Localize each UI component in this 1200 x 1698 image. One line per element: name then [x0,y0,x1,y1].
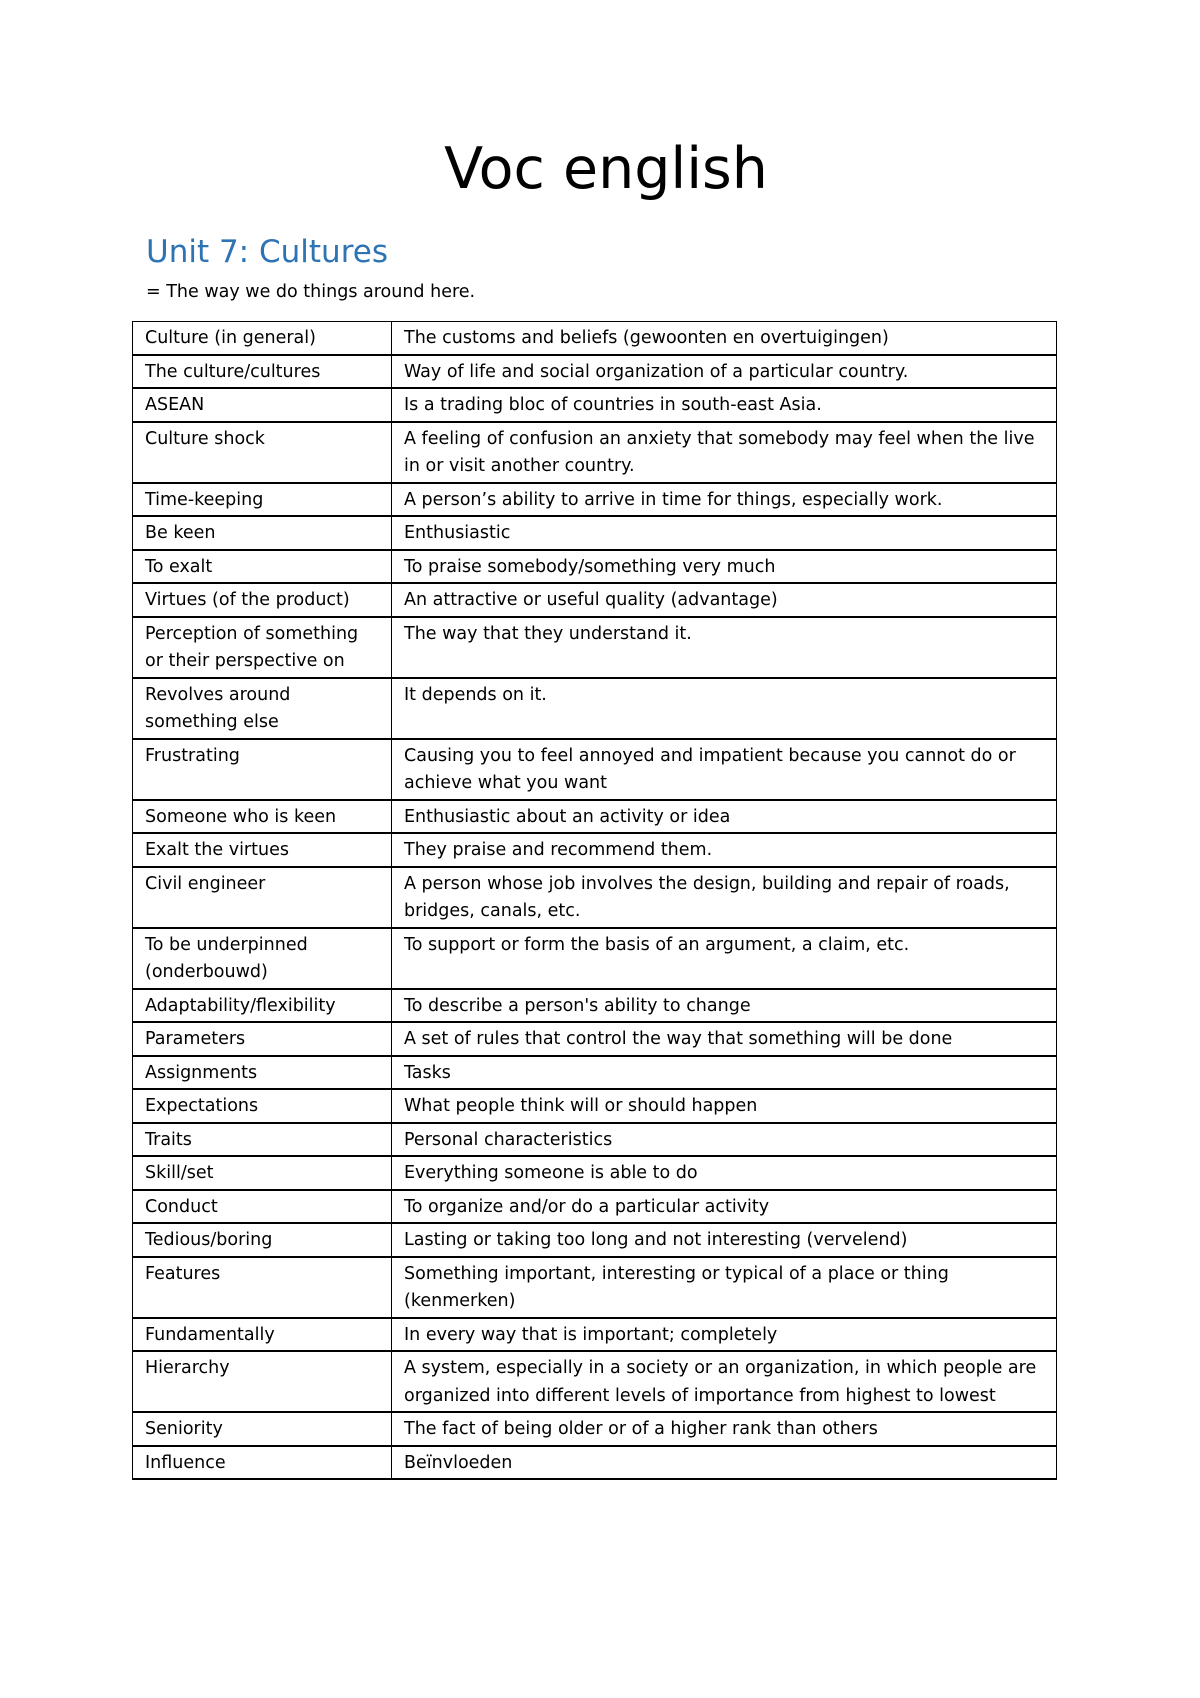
definition-cell: Everything someone is able to do [392,1156,1057,1190]
definition-cell: Lasting or taking too long and not interesting (vervelend) [392,1223,1057,1257]
table-row [133,833,1057,867]
term-cell: To exalt [133,550,392,584]
term-cell: Revolves around something else [133,678,392,739]
table-row [133,1318,1057,1352]
definition-cell: They praise and recommend them. [392,833,1057,867]
term-cell: Hierarchy [133,1351,392,1412]
term-cell: Exalt the virtues [133,833,392,867]
table-row [133,1089,1057,1123]
table-row [133,1351,1057,1412]
table-row [133,483,1057,517]
table-row [133,322,1057,355]
definition-cell: A set of rules that control the way that something will be done [392,1022,1057,1056]
definition-cell: A feeling of confusion an anxiety that somebody may feel when the live in or visit another country. [392,422,1057,483]
table-row [133,516,1057,550]
term-cell: Civil engineer [133,867,392,928]
definition-cell: To describe a person's ability to change [392,989,1057,1023]
definition-cell: It depends on it. [392,678,1057,739]
term-cell: Virtues (of the product) [133,583,392,617]
table-row [133,800,1057,834]
table-row [133,1123,1057,1157]
table-row [133,928,1057,989]
table-row [133,617,1057,678]
term-cell: Skill/set [133,1156,392,1190]
definition-cell: A system, especially in a society or an organization, in which people are organized into different levels of importance from highest to lowest [392,1351,1057,1412]
term-cell: Seniority [133,1412,392,1446]
term-cell: Conduct [133,1190,392,1224]
term-cell: Frustrating [133,739,392,800]
vocabulary-table-body [133,322,1057,1480]
term-cell: Fundamentally [133,1318,392,1352]
table-row [133,355,1057,389]
table-row [133,550,1057,584]
term-cell: To be underpinned (onderbouwd) [133,928,392,989]
vocabulary-table [132,321,1057,1480]
definition-cell: Is a trading bloc of countries in south-east Asia. [392,388,1057,422]
table-row [133,1257,1057,1318]
definition-cell: Enthusiastic about an activity or idea [392,800,1057,834]
term-cell: Time-keeping [133,483,392,517]
term-cell: Parameters [133,1022,392,1056]
unit-subtitle: = The way we do things around here. [146,282,476,302]
definition-cell: What people think will or should happen [392,1089,1057,1123]
table-row [133,1446,1057,1480]
term-cell: Be keen [133,516,392,550]
table-row [133,1223,1057,1257]
table-row [133,1156,1057,1190]
term-cell: Expectations [133,1089,392,1123]
term-cell: Culture shock [133,422,392,483]
definition-cell: Causing you to feel annoyed and impatient because you cannot do or achieve what you want [392,739,1057,800]
definition-cell: Way of life and social organization of a particular country. [392,355,1057,389]
term-cell: Perception of something or their perspective on [133,617,392,678]
term-cell: Adaptability/flexibility [133,989,392,1023]
definition-cell: In every way that is important; completely [392,1318,1057,1352]
table-row [133,678,1057,739]
term-cell: Influence [133,1446,392,1480]
table-row [133,1056,1057,1090]
definition-cell: To support or form the basis of an argument, a claim, etc. [392,928,1057,989]
term-cell: Features [133,1257,392,1318]
definition-cell: An attractive or useful quality (advantage) [392,583,1057,617]
unit-heading: Unit 7: Cultures [146,234,388,270]
definition-cell: To praise somebody/something very much [392,550,1057,584]
definition-cell: The fact of being older or of a higher rank than others [392,1412,1057,1446]
table-row [133,989,1057,1023]
term-cell: ASEAN [133,388,392,422]
term-cell: Someone who is keen [133,800,392,834]
definition-cell: The customs and beliefs (gewoonten en overtuigingen) [392,322,1057,355]
table-row [133,422,1057,483]
table-row [133,1412,1057,1446]
term-cell: Assignments [133,1056,392,1090]
definition-cell: Beïnvloeden [392,1446,1057,1480]
term-cell: Traits [133,1123,392,1157]
table-row [133,1022,1057,1056]
term-cell: Culture (in general) [133,322,392,355]
definition-cell: Something important, interesting or typical of a place or thing (kenmerken) [392,1257,1057,1318]
term-cell: The culture/cultures [133,355,392,389]
table-row [133,583,1057,617]
definition-cell: Tasks [392,1056,1057,1090]
definition-cell: Personal characteristics [392,1123,1057,1157]
definition-cell: A person whose job involves the design, building and repair of roads, bridges, canals, etc. [392,867,1057,928]
definition-cell: A person’s ability to arrive in time for things, especially work. [392,483,1057,517]
page-title: Voc english [444,136,768,202]
term-cell: Tedious/boring [133,1223,392,1257]
table-row [133,867,1057,928]
table-row [133,388,1057,422]
definition-cell: Enthusiastic [392,516,1057,550]
table-row [133,739,1057,800]
definition-cell: To organize and/or do a particular activity [392,1190,1057,1224]
table-row [133,1190,1057,1224]
definition-cell: The way that they understand it. [392,617,1057,678]
